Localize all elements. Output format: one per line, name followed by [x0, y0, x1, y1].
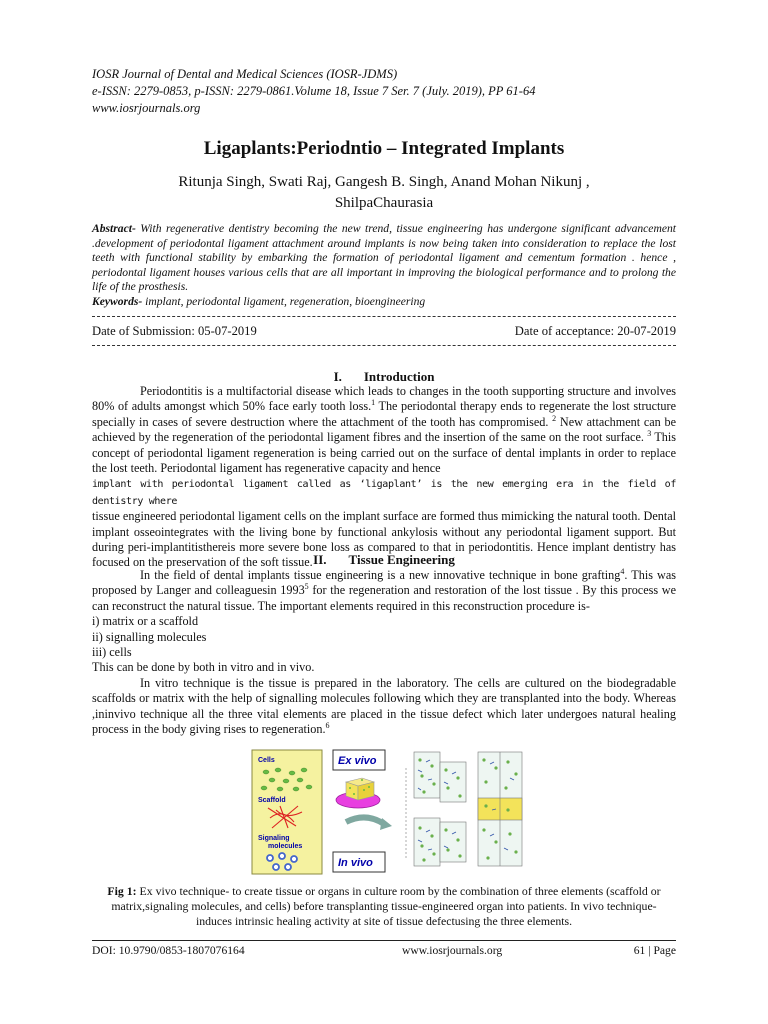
scaffold-label: Scaffold [258, 797, 286, 804]
section-heading-introduction [0, 369, 768, 385]
arrow-head [380, 818, 392, 830]
tissue-column-right [478, 752, 522, 866]
molecules-label: molecules [268, 843, 303, 850]
text-run: This concept of periodontal ligament regeneration is being carried out on the surface of dental implants in order to replace the lost teeth. Periodontal ligament has regenerative capacity and hence [92, 430, 676, 476]
abstract-label: Abstract- [92, 222, 136, 235]
text-run: . This was proposed by Langer and colleaguesin 1993 [92, 568, 676, 598]
keywords-label: Keywords- [92, 294, 143, 308]
handwritten-font-line: implant with periodontal ligament called as ‘ligaplant’ is the new emerging era in the field of dentistry where [92, 479, 676, 507]
journal-issn: e-ISSN: 2279-0853, p-ISSN: 2279-0861.Volume 18, Issue 7 Ser. 7 (July. 2019), PP 61-64 [92, 84, 536, 98]
citation: 6 [325, 721, 330, 730]
tissue-paragraph-3 [92, 676, 676, 738]
footer-site: www.iosrjournals.org [402, 944, 503, 957]
caption-label: Fig 1: [107, 884, 137, 898]
abstract-text: With regenerative dentistry becoming the new trend, tissue engineering has undergone significant advancement .development of periodontal ligament attachment around implants is now being taken into consideration to replace the lost teeth with functional stability by embarking the formation of periodontal ligament and cementum formation . hence , periodontal ligament houses various cells that are all important in improving the biological performance and to prolong the life of the prosthesis. [92, 222, 676, 294]
signaling-label: Signaling [258, 835, 290, 842]
footer-doi: DOI: 10.9790/0853-1807076164 [92, 944, 245, 957]
in-vivo-label: In vivo [338, 857, 373, 869]
footer-rule [92, 940, 676, 941]
tissue-engineering-body [92, 568, 676, 737]
citation: 4 [620, 566, 625, 576]
paper-title: Ligaplants:Periodntio – Integrated Implants [203, 138, 565, 159]
section-heading-tissue-engineering [0, 552, 768, 568]
section-title: Introduction [363, 369, 435, 384]
curved-arrow [346, 817, 384, 824]
authors-line-1: Ritunja Singh, Swati Raj, Gangesh B. Singh, Anand Mohan Nikunj , [178, 174, 590, 190]
page-footer [92, 944, 676, 957]
tissue-paragraph-1 [92, 568, 676, 614]
section-title: Tissue Engineering [348, 552, 455, 567]
author-list [150, 172, 618, 214]
text-run: The periodontal therapy ends to regenerate the lost structure specially in cases of severe destruction where the attachment of the tooth has compromised. [92, 399, 676, 429]
citation: 2 [552, 413, 557, 423]
list-item: ii) signalling molecules [92, 629, 207, 644]
tissue-column-left [414, 752, 440, 866]
abstract [92, 222, 676, 310]
tissue-paragraph-2: This can be done by both in vitro and in vivo. [92, 660, 315, 675]
citation: 3 [647, 429, 652, 439]
text-run: In vitro technique is the tissue is prepared in the laboratory. The cells are cultured on the biodegradable scaffolds or matrix with the help of signalling molecules following which they are transplanted into the body. Whereas ,ininvivo technique all the three vital elements are placed in the tissue defect which later undergoes natural healing process in the body giving rises to regeneration. [92, 675, 676, 737]
list-item: i) matrix or a scaffold [92, 614, 199, 629]
citation: 1 [371, 398, 376, 408]
text-run: Periodontitis is a multifactorial disease which leads to changes in the tooth supporting structure and involves 80% of adults amongst which 50% face early tooth loss. [92, 384, 676, 414]
elements-panel [252, 750, 322, 874]
citation: 5 [304, 582, 309, 592]
scaffold-cube [346, 778, 374, 800]
figure-caption [92, 884, 676, 930]
caption-text: Ex vivo technique- to create tissue or organs in culture room by the combination of three elements (scaffold or matrix,signaling molecules, and cells) before transplanting tissue-engineered organ into patients. In vivo technique- induces intrinsic healing activity at site of tissue defectusing the three elements. [111, 884, 661, 929]
section-number: II. [313, 552, 327, 567]
text-run: tissue engineered periodontal ligament cells on the implant surface are formed thus mimicking the natural tooth. Dental implant osseointegrates with the living bone by functional ankylosis without any periodontal ligament support. But during peri-implantitisthereis more severe bone loss as compared to that in periodontitis. Hence implant dentistry has focused on the preservation of the soft tissue. [92, 509, 676, 570]
list-item: iii) cells [92, 645, 132, 660]
journal-name: IOSR Journal of Dental and Medical Sciences (IOSR-JDMS) [92, 67, 398, 81]
figure-ex-vivo-in-vivo [246, 748, 526, 878]
introduction-body [92, 384, 676, 571]
cells-label: Cells [258, 757, 275, 764]
text-run: for the regeneration and restoration of the lost tissue . By this process we can reconstruct the natural tissue. The important elements required in this reconstruction procedure is- [92, 583, 676, 613]
journal-header [92, 66, 535, 117]
acceptance-date: Date of acceptance: 20-07-2019 [514, 324, 676, 338]
authors-line-2: ShilpaChaurasia [334, 195, 434, 211]
journal-site: www.iosrjournals.org [92, 101, 201, 115]
dates-row [92, 324, 676, 339]
ex-vivo-label: Ex vivo [338, 755, 377, 767]
dashed-divider-bottom [92, 345, 676, 346]
section-number: I. [333, 369, 342, 384]
keywords-text: implant, periodontal ligament, regeneration, bioengineering [142, 294, 426, 308]
submission-date: Date of Submission: 05-07-2019 [92, 324, 257, 338]
dashed-divider-top [92, 316, 676, 317]
tissue-column-mid [440, 762, 466, 862]
introduction-paragraph [92, 384, 676, 571]
text-run: In the field of dental implants tissue engineering is a new innovative technique in bone grafting [140, 568, 621, 582]
text-run: New attachment can be achieved by the regeneration of the periodontal ligament fibres and the insertion of the same on the root surface. [92, 414, 677, 445]
footer-page-number: 61 | Page [633, 944, 676, 957]
